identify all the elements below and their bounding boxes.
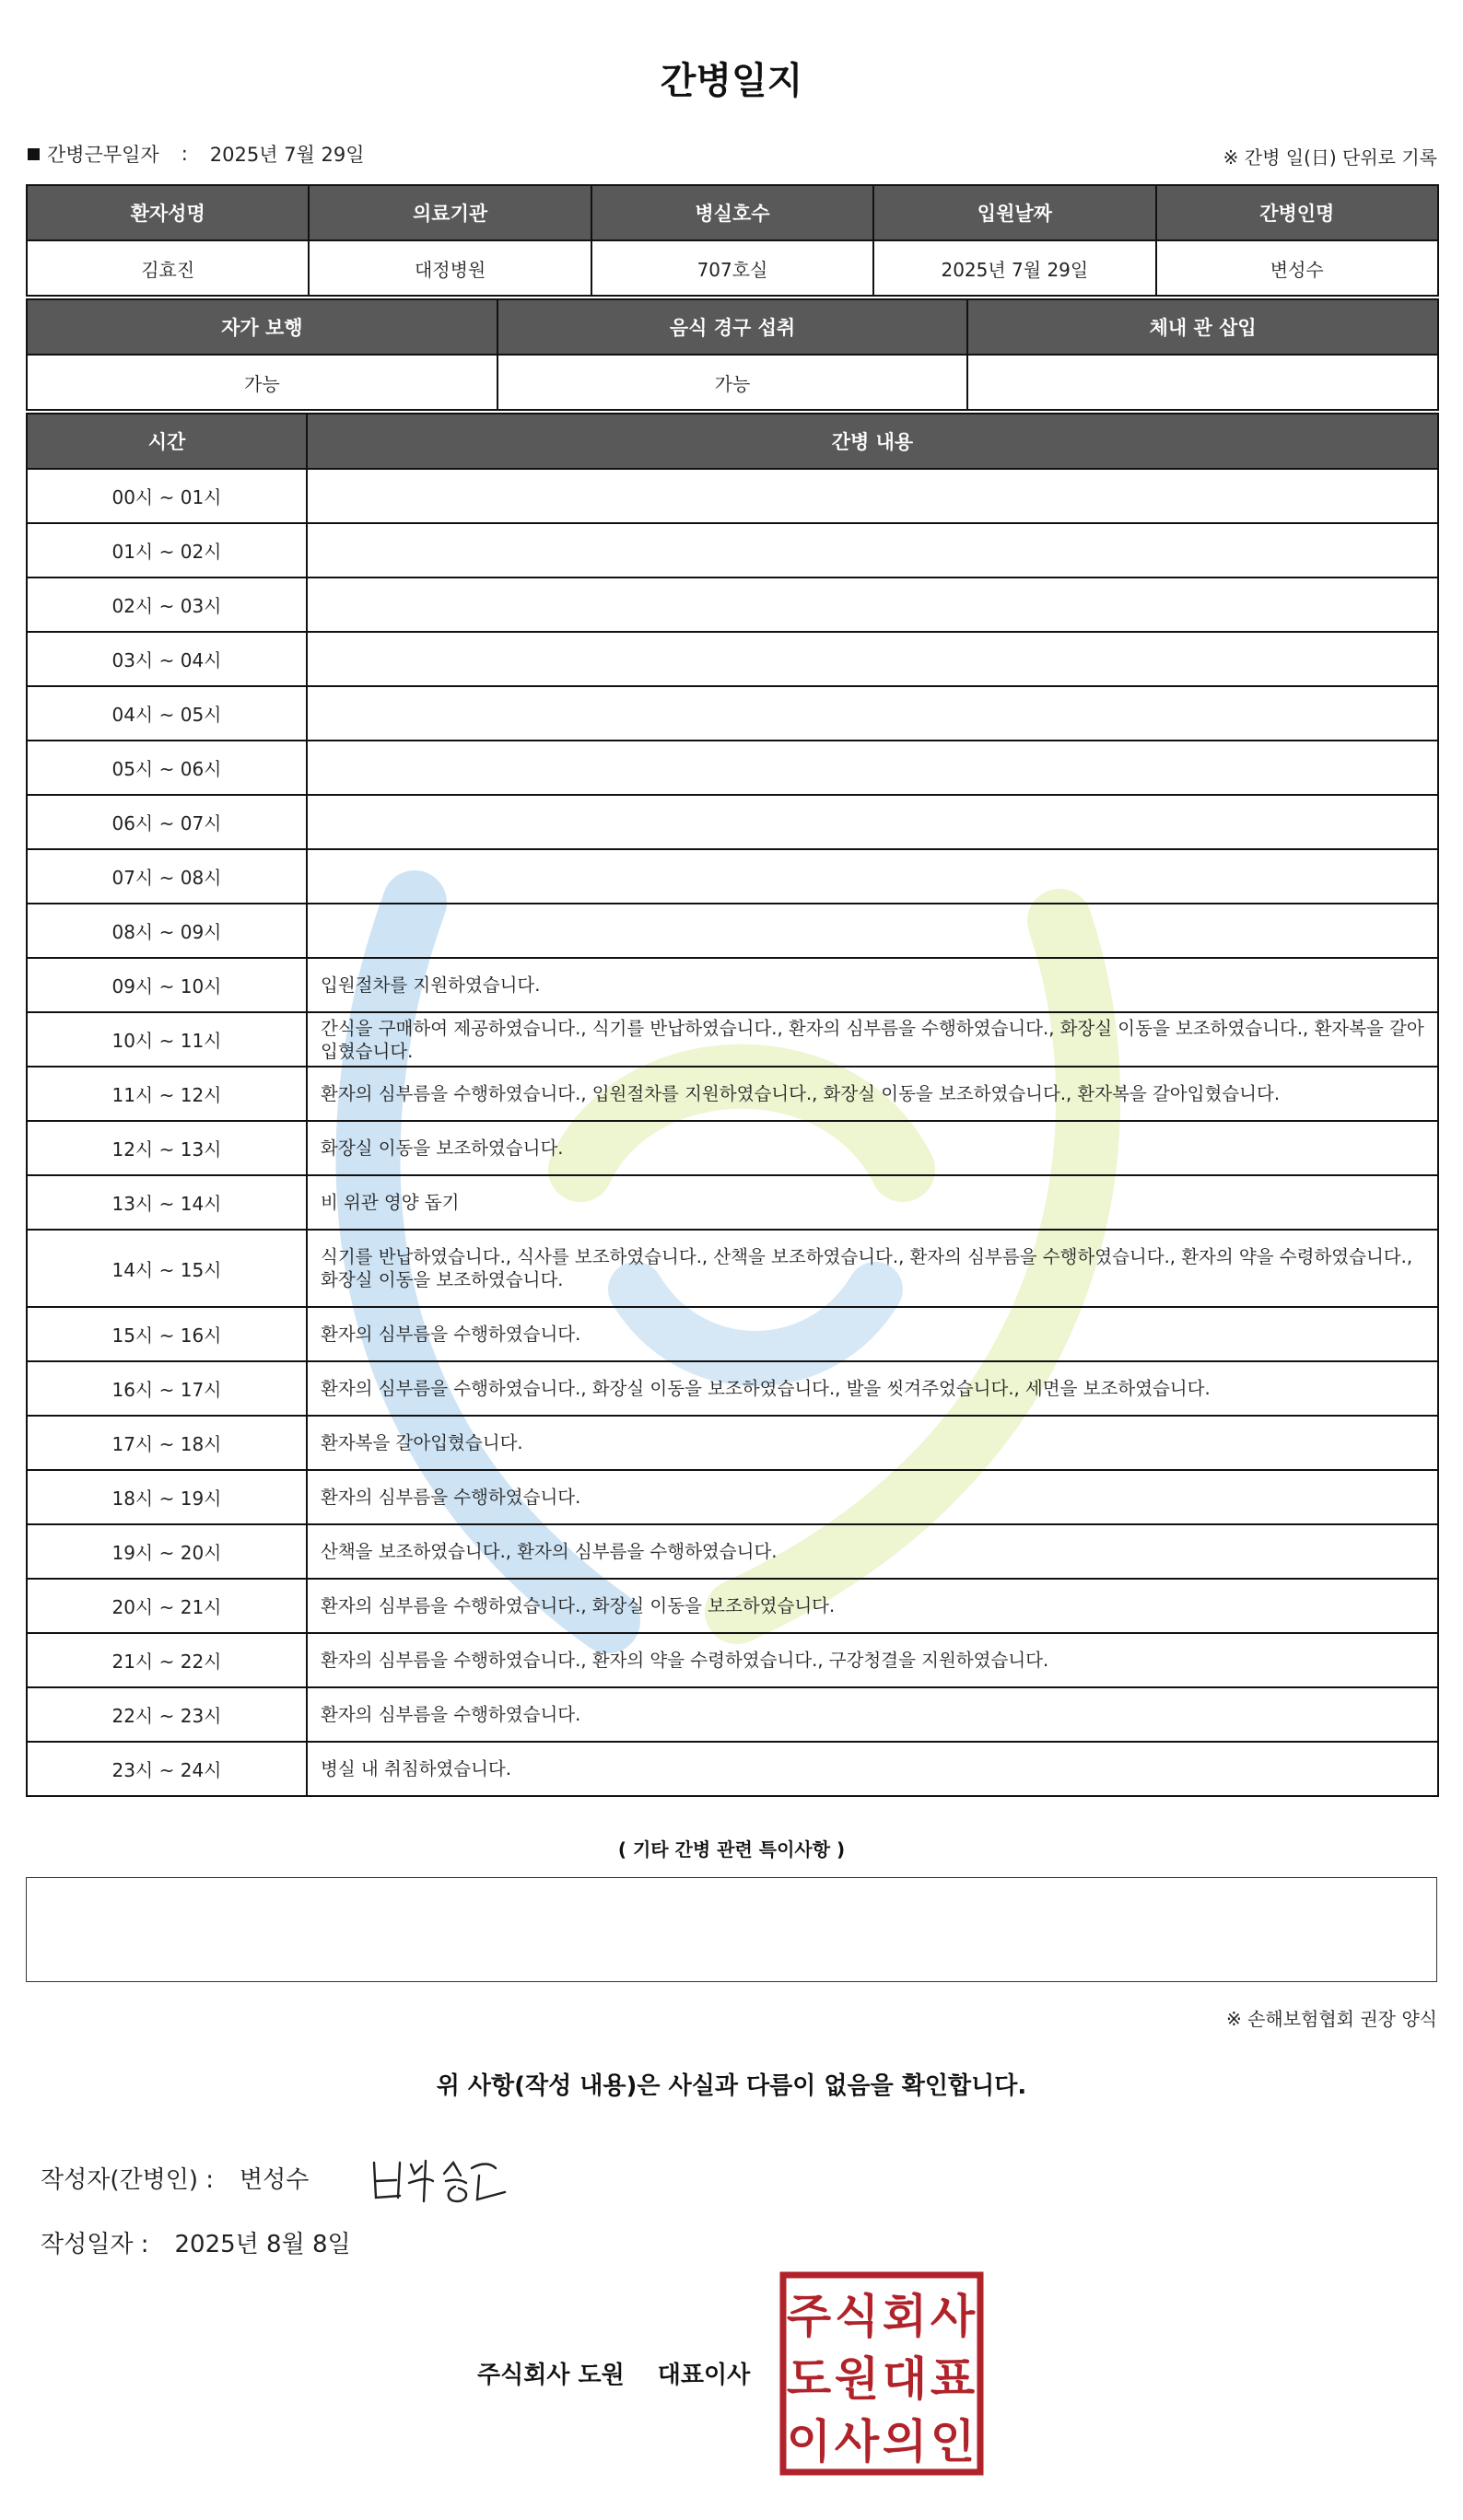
log-time: 16시 ~ 17시 [27,1361,307,1416]
log-content: 산책을 보조하였습니다., 환자의 심부름을 수행하였습니다. [307,1524,1438,1579]
log-time: 12시 ~ 13시 [27,1121,307,1175]
unit-note: ※ 간병 일(日) 단위로 기록 [1223,146,1437,169]
log-time: 06시 ~ 07시 [27,795,307,849]
table-row [27,1175,1438,1230]
table-row [27,523,1438,578]
seal-character: 주 [786,2290,832,2343]
seal-character: 의 [882,2415,928,2468]
header-caregiver-name: 간병인명 [1156,185,1438,240]
writer-name: 변성수 [240,2166,310,2194]
log-time: 23시 ~ 24시 [27,1742,307,1796]
log-content [307,849,1438,904]
admission-date: 2025년 7월 29일 [873,240,1155,296]
log-content: 간식을 구매하여 제공하였습니다., 식기를 반납하였습니다., 환자의 심부름을 수행하였습니다., 화장실 이동을 보조하였습니다., 환자복을 갈아입혔습니다. [307,1012,1438,1067]
table-row [27,1633,1438,1687]
log-time: 22시 ~ 23시 [27,1687,307,1742]
table-row [27,1524,1438,1579]
log-time: 04시 ~ 05시 [27,686,307,741]
log-content [307,523,1438,578]
work-date-colon: : [181,143,188,165]
table-row [27,1742,1438,1796]
table-row [27,1416,1438,1470]
care-log-body [27,469,1438,1796]
log-time: 00시 ~ 01시 [27,469,307,523]
table-row [27,1687,1438,1742]
patient-status-header-row [27,299,1438,355]
header-tube-insertion: 체내 관 삽입 [967,299,1438,355]
table-row [27,1470,1438,1524]
log-content [307,904,1438,958]
log-time: 20시 ~ 21시 [27,1579,307,1633]
table-row [27,632,1438,686]
patient-info-table [26,184,1439,297]
log-content [307,578,1438,632]
hospital-name: 대정병원 [309,240,591,296]
self-walking-value: 가능 [27,355,497,410]
seal-character: 도 [786,2352,832,2406]
seal-character: 회 [882,2290,928,2343]
log-time: 01시 ~ 02시 [27,523,307,578]
log-content: 입원절차를 지원하였습니다. [307,958,1438,1012]
patient-status-value-row [27,355,1438,410]
table-row [27,469,1438,523]
written-date-label: 작성일자 : [41,2231,149,2258]
written-date-value: 2025년 8월 8일 [174,2231,351,2258]
work-date-value: 2025년 7월 29일 [209,144,365,166]
seal-character: 대 [882,2352,928,2406]
seal-character: 이 [786,2415,832,2468]
seal-character: 사 [834,2415,880,2468]
table-row [27,1012,1438,1067]
table-row [27,904,1438,958]
log-time: 09시 ~ 10시 [27,958,307,1012]
square-bullet-icon [28,148,40,160]
table-row [27,1067,1438,1121]
table-row [27,1121,1438,1175]
table-row [27,1307,1438,1361]
company-seal-stamp [779,2271,984,2476]
log-time: 21시 ~ 22시 [27,1633,307,1687]
log-content: 환자의 심부름을 수행하였습니다. [307,1687,1438,1742]
written-date-line [41,2225,351,2259]
header-room: 병실호수 [591,185,873,240]
log-content: 환자의 심부름을 수행하였습니다., 화장실 이동을 보조하였습니다. [307,1579,1438,1633]
header-time: 시간 [27,414,307,469]
seal-character: 표 [930,2352,976,2406]
log-content: 병실 내 취침하였습니다. [307,1742,1438,1796]
notes-box [26,1877,1437,1982]
log-content [307,795,1438,849]
caregiver-name: 변성수 [1156,240,1438,296]
seal-character: 식 [834,2290,880,2343]
company-name: 주식회사 도원 [477,2362,625,2389]
seal-character: 인 [930,2415,976,2468]
confirmation-text: 위 사항(작성 내용)은 사실과 다름이 없음을 확인합니다. [436,2072,1027,2100]
notes-title: ( 기타 간병 관련 특이사항 ) [617,1838,846,1861]
header-hospital: 의료기관 [309,185,591,240]
patient-name: 김효진 [27,240,309,296]
log-time: 02시 ~ 03시 [27,578,307,632]
seal-character: 원 [834,2352,880,2406]
tube-insertion-value [967,355,1438,410]
handwritten-signature [369,2155,516,2211]
patient-info-value-row [27,240,1438,296]
log-content: 식기를 반납하였습니다., 식사를 보조하였습니다., 산책을 보조하였습니다., 환자의 심부름을 수행하였습니다., 환자의 약을 수령하였습니다., 화장실 이동을 보조하였습니다. [307,1230,1438,1307]
writer-label: 작성자(간병인) : [41,2166,215,2194]
log-time: 11시 ~ 12시 [27,1067,307,1121]
table-row [27,849,1438,904]
log-time: 10시 ~ 11시 [27,1012,307,1067]
table-row [27,1361,1438,1416]
log-content [307,469,1438,523]
log-content [307,632,1438,686]
log-time: 18시 ~ 19시 [27,1470,307,1524]
table-row [27,1579,1438,1633]
log-time: 17시 ~ 18시 [27,1416,307,1470]
log-time: 07시 ~ 08시 [27,849,307,904]
header-care-content: 간병 내용 [307,414,1438,469]
log-content: 환자의 심부름을 수행하였습니다., 환자의 약을 수령하였습니다., 구강청결을 지원하였습니다. [307,1633,1438,1687]
patient-info-header-row [27,185,1438,240]
log-content [307,741,1438,795]
log-content: 환자복을 갈아입혔습니다. [307,1416,1438,1470]
oral-intake-value: 가능 [497,355,968,410]
header-oral-intake: 음식 경구 섭취 [497,299,968,355]
company-title: 대표이사 [657,2362,751,2389]
table-row [27,958,1438,1012]
page-title: 간병일지 [660,60,803,102]
patient-status-table [26,298,1439,411]
care-log-table [26,413,1439,1797]
care-log-header-row [27,414,1438,469]
work-date-line [28,140,365,168]
log-time: 19시 ~ 20시 [27,1524,307,1579]
log-time: 05시 ~ 06시 [27,741,307,795]
table-row [27,686,1438,741]
table-row [27,578,1438,632]
log-content [307,686,1438,741]
room-number: 707호실 [591,240,873,296]
log-time: 15시 ~ 16시 [27,1307,307,1361]
log-content: 환자의 심부름을 수행하였습니다. [307,1307,1438,1361]
writer-line [41,2161,309,2195]
log-time: 03시 ~ 04시 [27,632,307,686]
log-time: 14시 ~ 15시 [27,1230,307,1307]
header-admission-date: 입원날짜 [873,185,1155,240]
table-row [27,741,1438,795]
header-self-walking: 자가 보행 [27,299,497,355]
log-content: 환자의 심부름을 수행하였습니다., 입원절차를 지원하였습니다., 화장실 이동을 보조하였습니다., 환자복을 갈아입혔습니다. [307,1067,1438,1121]
log-content: 환자의 심부름을 수행하였습니다., 화장실 이동을 보조하였습니다., 발을 씻겨주었습니다., 세면을 보조하였습니다. [307,1361,1438,1416]
work-date-label: 간병근무일자 [47,144,159,166]
log-content: 비 위관 영양 돕기 [307,1175,1438,1230]
company-line [477,2356,750,2390]
table-row [27,1230,1438,1307]
log-content: 화장실 이동을 보조하였습니다. [307,1121,1438,1175]
header-patient-name: 환자성명 [27,185,309,240]
log-time: 13시 ~ 14시 [27,1175,307,1230]
table-row [27,795,1438,849]
log-content: 환자의 심부름을 수행하였습니다. [307,1470,1438,1524]
form-note: ※ 손해보험협회 권장 양식 [1225,2008,1437,2030]
seal-character: 사 [930,2290,976,2343]
log-time: 08시 ~ 09시 [27,904,307,958]
